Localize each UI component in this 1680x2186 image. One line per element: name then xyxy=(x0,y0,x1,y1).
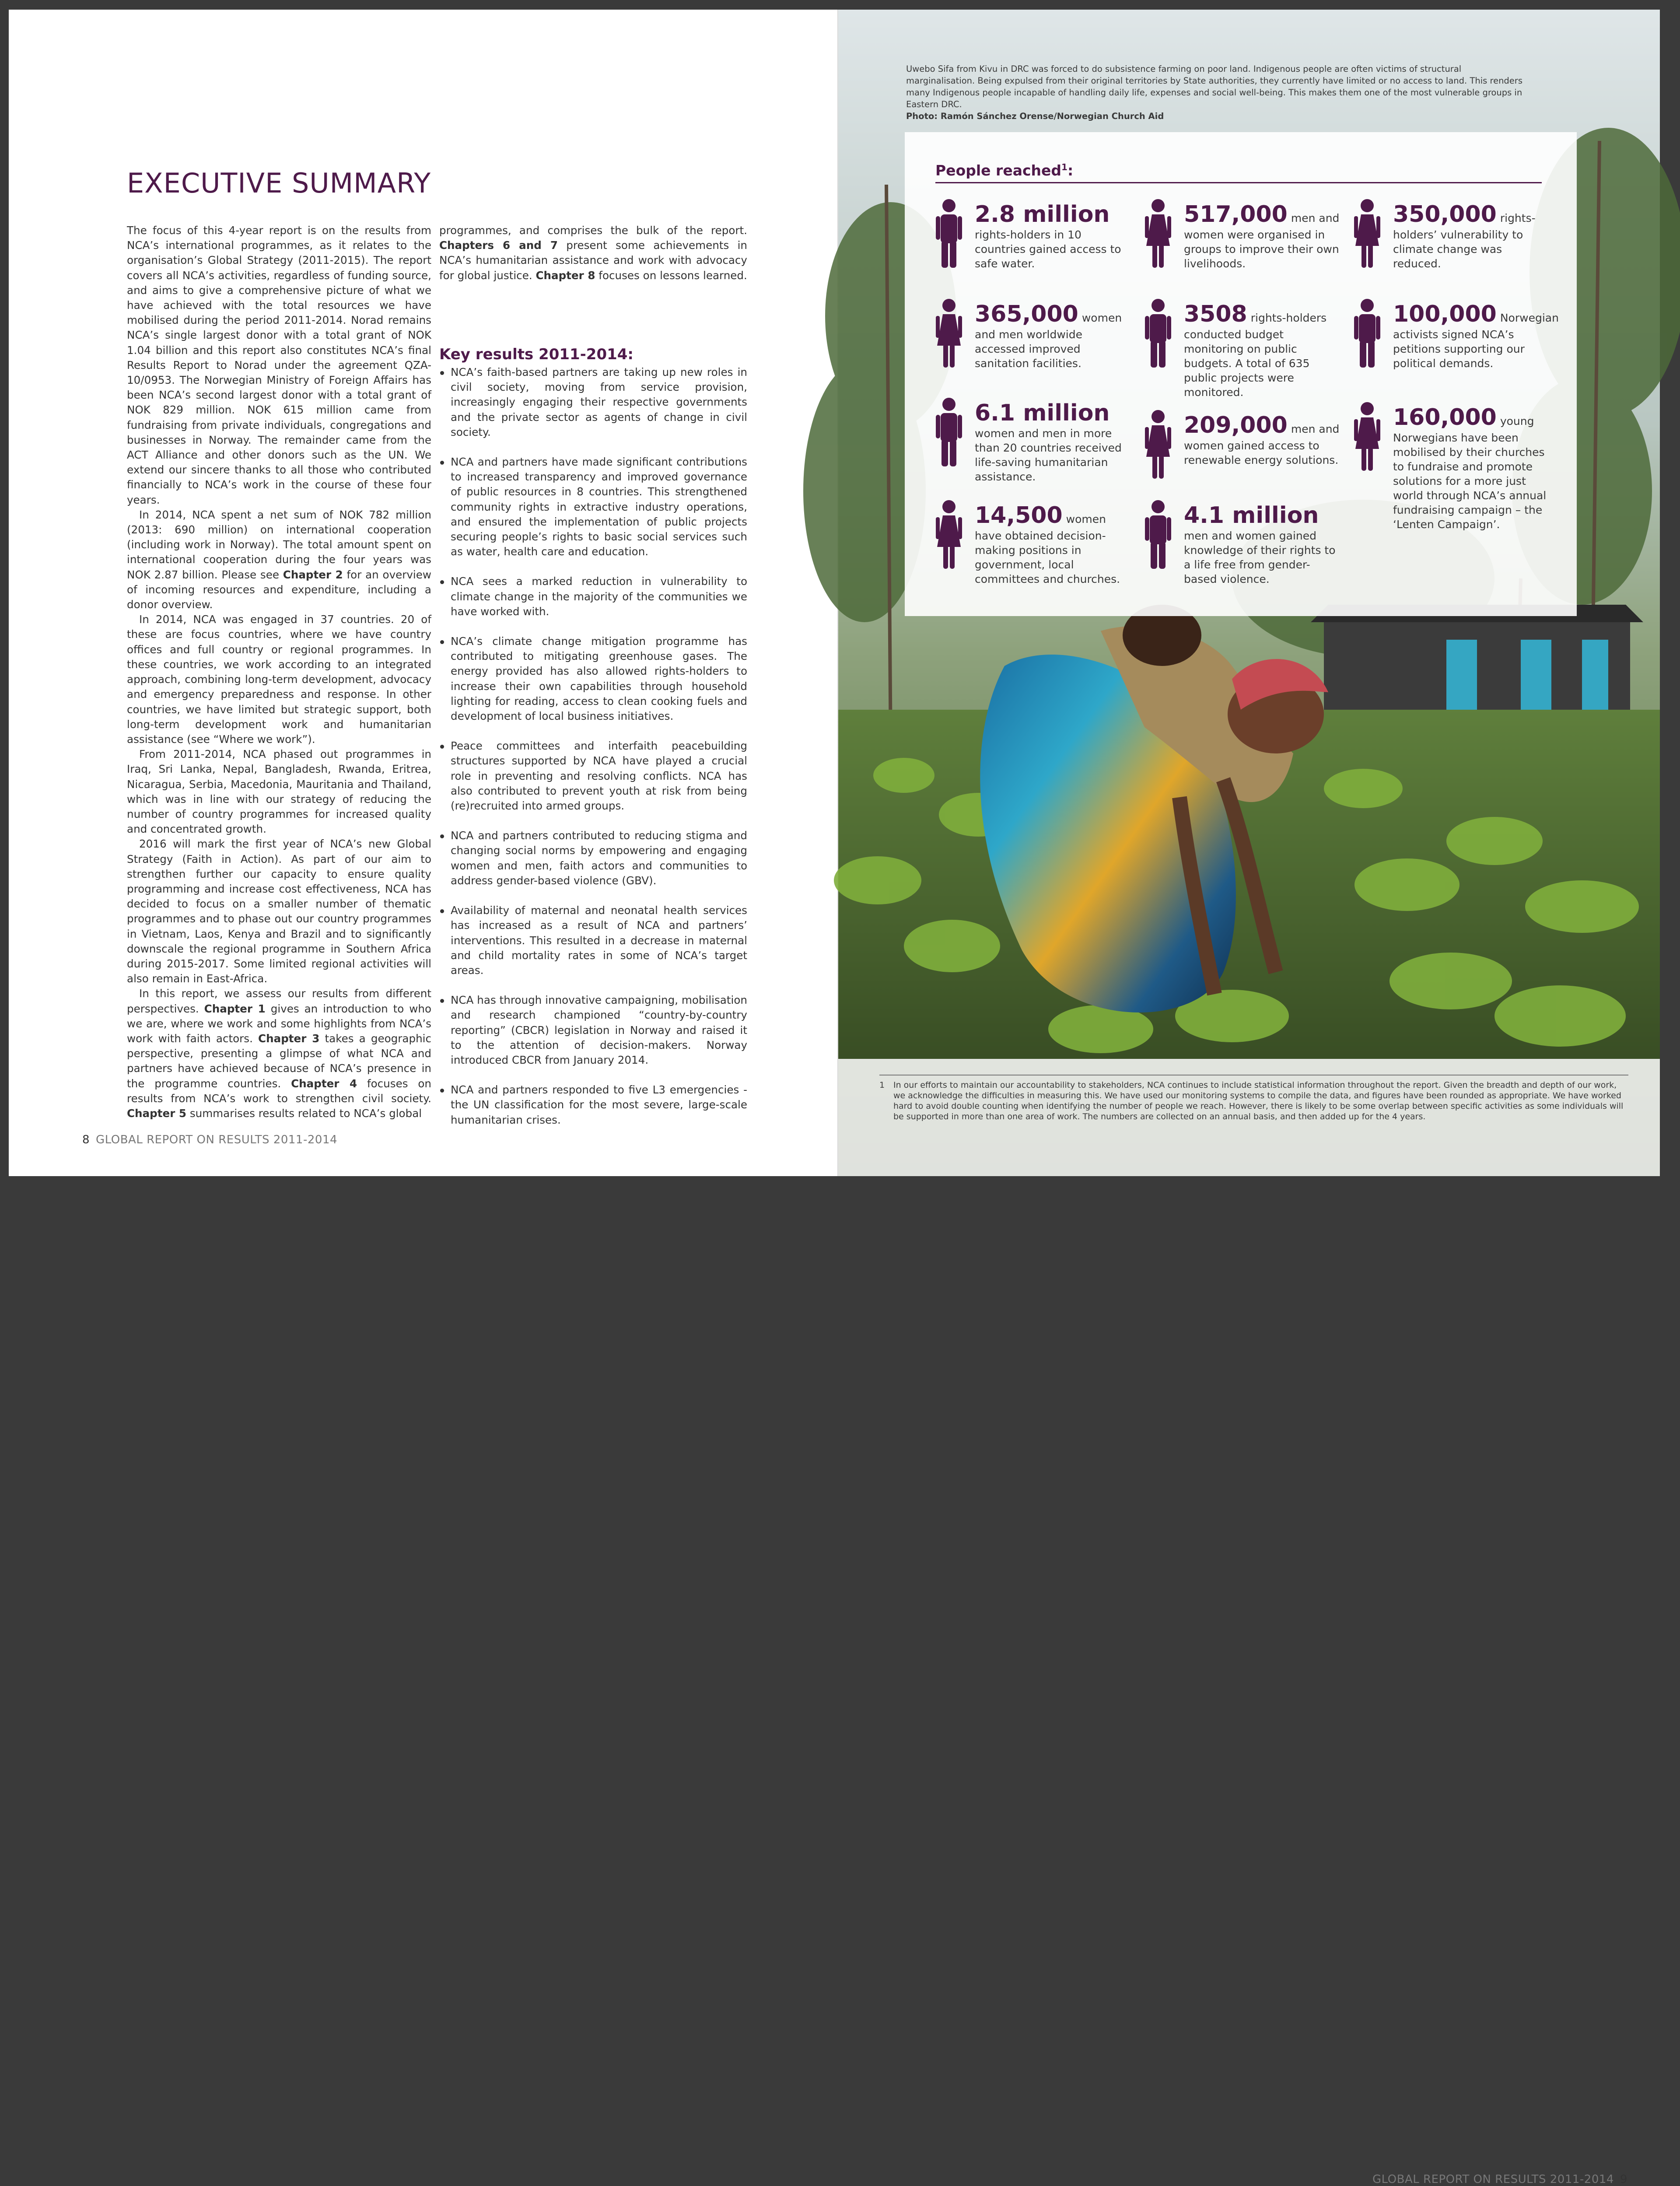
key-result-item: NCA and partners contributed to reducing stigma and changing social norms by empowering and engaging women and men, faith actors and communities to address gender-based violence (GBV). xyxy=(439,828,747,888)
paragraph: In 2014, NCA was engaged in 37 countries. 20 of these are focus countries, where we have country offices and full country or regional programmes. In these countries, we work according to an integrated approach, combining long-term development, advocacy and emergency preparedness and response. In other countries, we have limited but strategic support, both long-term development work and humanitarian assistance (see “Where we work”). xyxy=(127,613,431,746)
stat-number: 3508 xyxy=(1184,301,1247,327)
photo-credit: Photo: Ramón Sánchez Orense/Norwegian Church Aid xyxy=(906,111,1164,121)
page-footer-left xyxy=(82,1133,337,1146)
woman-icon xyxy=(935,500,962,570)
paragraph: The focus of this 4-year report is on the results from NCA’s international programmes, as it relates to the organisation’s Global Strategy (2011-2015). The report covers all NCA’s activities, regardless of funding source, and aims to give a comprehensive picture of what we have achieved with the total resources we have mobilised during the period 2011-2014. Norad remains NCA’s single largest donor with a total grant of NOK 1.04 billion and this report also constitutes NCA’s final Results Report to Norad under the agreement QZA-10/0953. The Norwegian Ministry of Foreign Affairs has been NCA’s second largest donor with a total grant of NOK 829 million. NOK 615 million came from fundraising from private individuals, congregations and businesses in Norway. The remainder came from the ACT Alliance and other donors such as the UN. We extend our sincere thanks to all those who contributed financially to NCA’s work in the course of these four years. xyxy=(127,224,431,506)
woman-icon xyxy=(1354,402,1381,472)
stat-text: women have obtained decision-making positions in government, local committees and churches. xyxy=(975,513,1120,585)
chapter-reference: Chapter 5 xyxy=(127,1107,186,1120)
chapter-reference: Chapter 3 xyxy=(258,1032,320,1045)
paragraph: In 2014, NCA spent a net sum of NOK 782 million (2013: 690 million) on international cooperation (including work in Norway). The total amount spent on international cooperation during the four years was NOK 2.87 billion. Please see Chapter 2 for an overview of incoming resources and expenditure, including a donor overview. xyxy=(127,508,431,611)
right-page xyxy=(838,10,1660,2186)
stat-text: men and women were organised in groups to improve their own livelihoods. xyxy=(1184,212,1340,270)
people-reached-panel xyxy=(905,132,1577,616)
page-footer-right xyxy=(1372,2173,1628,2186)
report-title-footer: GLOBAL REPORT ON RESULTS 2011-2014 xyxy=(1372,2173,1614,2186)
stat-number: 100,000 xyxy=(1393,301,1497,327)
stat-text: men and women gained access to renewable energy solutions. xyxy=(1184,423,1340,466)
chapter-reference: Chapter 4 xyxy=(291,1077,357,1090)
woman-icon xyxy=(1144,410,1172,480)
footnote-text: In our efforts to maintain our accountability to stakeholders, NCA continues to include statistical information throughout the report. Given the breadth and depth of our work, we acknowledge the difficulties in measuring this. We have used our monitoring systems to compile the data, and figures have been rounded as appropriate. We have worked hard to avoid double counting when identifying the number of people we reach. However, there is likely to be some overlap between specific activities as some individuals will be supported in more than one area of work. The numbers are collected on an annual basis, and then added up for the 4 years. xyxy=(893,1080,1624,1121)
person-icon xyxy=(1144,298,1172,368)
stat-number: 4.1 million xyxy=(1184,502,1319,529)
stat-number: 517,000 xyxy=(1184,201,1288,228)
chapter-reference: Chapter 8 xyxy=(536,269,595,282)
body-column-1 xyxy=(127,223,431,1121)
stat-text: women and men in more than 20 countries received life-saving humanitarian assistance. xyxy=(975,427,1122,483)
key-results-list xyxy=(439,365,747,1142)
stat-text: Norwegian activists signed NCA’s petitions supporting our political demands. xyxy=(1393,312,1559,370)
footnote-number: 1 xyxy=(879,1080,885,1090)
report-title-footer: GLOBAL REPORT ON RESULTS 2011-2014 xyxy=(96,1133,338,1146)
chapter-reference: Chapter 2 xyxy=(283,568,343,581)
footnote-marker: 1 xyxy=(1061,162,1068,172)
key-result-item: NCA’s faith-based partners are taking up new roles in civil society, moving from service provision, increasingly engaging their respective governments and the private sector as agents of change in civil society. xyxy=(439,365,747,440)
woman-icon xyxy=(935,298,962,368)
photo-caption xyxy=(906,63,1532,122)
paragraph: In this report, we assess our results from different perspectives. Chapter 1 gives an introduction to who we are, where we work and some highlights from NCA’s work with faith actors. Chapter 3 takes a geographic perspective, presenting a glimpse of what NCA and partners have achieved because of NCA’s presence in the programme countries. Chapter 4 focuses on results from NCA’s work to strengthen civil society. Chapter 5 summarises results related to NCA’s global xyxy=(127,987,432,1120)
stat-number: 6.1 million xyxy=(975,400,1110,426)
person-icon xyxy=(935,199,962,269)
stat-text: women and men worldwide accessed improved sanitation facilities. xyxy=(975,312,1122,370)
paragraph: From 2011-2014, NCA phased out programmes in Iraq, Sri Lanka, Nepal, Bangladesh, Rwanda, Eritrea, Nicaragua, Serbia, Macedonia, Mauritania and Thailand, which was in line with our strategy of reducing the number of country programmes for increased quality and concentrated growth. xyxy=(127,748,431,836)
stat-text: men and women gained knowledge of their rights to a life free from gender-based violence. xyxy=(1184,529,1336,585)
person-icon xyxy=(1144,500,1172,570)
chapter-reference: Chapters 6 and 7 xyxy=(439,239,558,252)
left-page xyxy=(9,10,838,1176)
person-icon xyxy=(935,397,962,467)
key-result-item: NCA sees a marked reduction in vulnerability to climate change in the majority of the communities we have worked with. xyxy=(439,574,747,619)
paragraph: programmes, and comprises the bulk of the report. Chapters 6 and 7 present some achievements in NCA’s humanitarian assistance and work with advocacy for global justice. Chapter 8 focuses on lessons learned. xyxy=(439,224,747,282)
woman-icon xyxy=(1354,199,1381,269)
paragraph: 2016 will mark the first year of NCA’s new Global Strategy (Faith in Action). As part of our aim to strengthen further our capacity to ensure quality programming and increase cost effectiveness, NCA has decided to focus on a smaller number of thematic programmes and to phase out our country programmes in Vietnam, Laos, Kenya and Brazil and to significantly downscale the regional programme in Southern Africa during 2015-2017. Some limited regional activities will also remain in East-Africa. xyxy=(127,837,431,985)
key-result-item: NCA and partners have made significant contributions to increased transparency and improved governance of public resources in 8 countries. This strengthened community rights in extractive industry operations, and ensured the implementation of public projects securing people’s rights to basic social services such as water, health care and education. xyxy=(439,455,747,559)
stat-text: rights-holders conducted budget monitoring on public budgets. A total of 635 public projects were monitored. xyxy=(1184,312,1327,399)
key-result-item: Peace committees and interfaith peacebuilding structures supported by NCA have played a crucial role in preventing and resolving conflicts. NCA has also contributed to prevent youth at risk from being (re)recruited into armed groups. xyxy=(439,739,747,813)
caption-text: Uwebo Sifa from Kivu in DRC was forced to do subsistence farming on poor land. Indigenous people are often victims of structural marginalisation. Being expulsed from their original territories by State authorities, they currently have limited or no access to land. This renders many Indigenous people incapable of handling daily life, expenses and social well-being. This makes them one of the most vulnerable groups in Eastern DRC. xyxy=(906,64,1522,109)
key-result-item: NCA has through innovative campaigning, mobilisation and research championed “country-by-country reporting” (CBCR) legislation in Norway and raised it to the attention of decision-makers. Norway introduced CBCR from January 2014. xyxy=(439,993,747,1068)
heading-rule xyxy=(935,182,1542,183)
stat-text: young Norwegians have been mobilised by their churches to fundraise and promote solutions for a more just world through NCA’s annual fundraising campaign – the ‘Lenten Campaign’. xyxy=(1393,415,1547,531)
people-reached-heading-text: People reached xyxy=(935,162,1062,179)
key-result-item: NCA and partners responded to five L3 emergencies - the UN classification for the most severe, large-scale humanitarian crises. xyxy=(439,1082,747,1128)
stat-number: 365,000 xyxy=(975,301,1078,327)
people-reached-heading-colon: : xyxy=(1067,162,1074,179)
stat-number: 2.8 million xyxy=(975,201,1110,228)
people-reached-heading xyxy=(935,162,1073,179)
key-result-item: NCA’s climate change mitigation programme has contributed to mitigating greenhouse gases. The energy provided has also allowed rights-holders to increase their own capabilities through household lighting for reading, access to clean cooking fuels and development of local business initiatives. xyxy=(439,634,747,724)
stat-number: 350,000 xyxy=(1393,201,1497,228)
stat-number: 209,000 xyxy=(1184,412,1288,438)
footnote xyxy=(879,1080,1628,1122)
stat-text: rights-holders in 10 countries gained access to safe water. xyxy=(975,228,1121,270)
page-number: 9 xyxy=(1620,2173,1628,2186)
key-results-heading: Key results 2011-2014: xyxy=(439,346,634,363)
footnote-area xyxy=(838,1059,1660,2186)
body-column-2 xyxy=(439,223,747,283)
chapter-reference: Chapter 1 xyxy=(204,1002,266,1015)
stat-number: 14,500 xyxy=(975,502,1063,529)
stat-text: rights-holders’ vulnerability to climate change was reduced. xyxy=(1393,212,1536,270)
key-result-item: Availability of maternal and neonatal health services has increased as a result of NCA and partners’ interventions. This resulted in a decrease in maternal and child mortality rates in some of NCA’s target areas. xyxy=(439,903,747,978)
woman-icon xyxy=(1144,199,1172,269)
page-number: 8 xyxy=(82,1133,90,1146)
stat-number: 160,000 xyxy=(1393,404,1497,431)
page-title: EXECUTIVE SUMMARY xyxy=(127,167,431,199)
person-icon xyxy=(1354,298,1381,368)
